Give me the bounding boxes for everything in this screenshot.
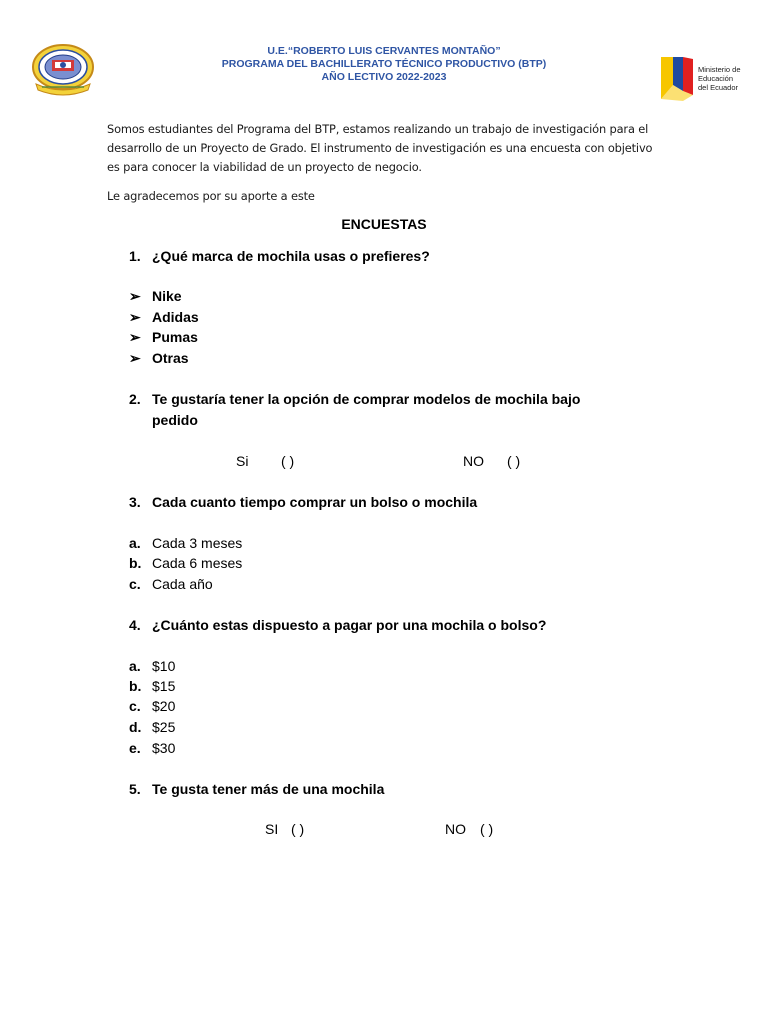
question-text: Cada cuanto tiempo comprar un bolso o mochila (152, 494, 478, 510)
school-crest-icon (30, 40, 96, 98)
option-marker: b. (129, 555, 142, 571)
option-marker: c. (129, 576, 141, 592)
program-name: PROGRAMA DEL BACHILLERATO TÉCNICO PRODUCTIVO (BTP) (221, 58, 547, 70)
yes-checkbox[interactable]: ( ) (291, 821, 305, 837)
arrow-bullet-icon: ➢ (129, 329, 141, 345)
question-3 (0, 492, 768, 513)
option-marker: a. (129, 535, 141, 551)
arrow-bullet-icon: ➢ (129, 350, 141, 366)
intro-line-3: es para conocer la viabilidad de un proyecto de negocio. (107, 160, 422, 174)
question-number: 3. (129, 494, 141, 510)
ministry-line-3: del Ecuador (698, 83, 739, 92)
option-marker: b. (129, 678, 142, 694)
question-text-line-1: Te gustaría tener la opción de comprar modelos de mochila bajo (152, 391, 581, 407)
list-item (0, 533, 768, 554)
option-marker: a. (129, 658, 141, 674)
option-text: Adidas (152, 309, 199, 325)
arrow-bullet-icon: ➢ (129, 288, 141, 304)
question-text: ¿Cuánto estas dispuesto a pagar por una mochila o bolso? (152, 617, 547, 633)
list-item (0, 327, 768, 348)
option-marker: c. (129, 698, 141, 714)
option-text: Cada 3 meses (152, 535, 243, 551)
thanks-text: Le agradecemos por su aporte a este (107, 189, 315, 203)
survey-title: ENCUESTAS (341, 216, 427, 232)
yes-label: Si (236, 453, 249, 469)
list-item (0, 717, 768, 738)
no-checkbox[interactable]: ( ) (480, 821, 494, 837)
option-text: $15 (152, 678, 176, 694)
option-text: $30 (152, 740, 176, 756)
option-marker: e. (129, 740, 141, 756)
option-text: $20 (152, 698, 176, 714)
no-checkbox[interactable]: ( ) (507, 453, 521, 469)
question-number: 1. (129, 248, 141, 264)
school-name: U.E.“ROBERTO LUIS CERVANTES MONTAÑO” (267, 45, 501, 57)
no-label: NO (445, 821, 466, 837)
question-text: Te gusta tener más de una mochila (152, 781, 385, 797)
list-item (0, 307, 768, 328)
option-marker: d. (129, 719, 142, 735)
question-4 (0, 615, 768, 636)
option-text: Pumas (152, 329, 198, 345)
question-text-line-2: pedido (152, 412, 198, 428)
school-year: AÑO LECTIVO 2022-2023 (321, 71, 447, 83)
list-item (0, 696, 768, 717)
option-text: Cada año (152, 576, 213, 592)
list-item (0, 738, 768, 759)
question-1 (0, 246, 768, 267)
option-text: $10 (152, 658, 176, 674)
ministry-line-2: Educación (698, 74, 734, 83)
no-label: NO (463, 453, 484, 469)
question-2 (0, 389, 768, 431)
ministry-line-1: Ministerio de (698, 65, 741, 74)
question-number: 2. (129, 391, 141, 407)
intro-line-1: Somos estudiantes del Programa del BTP, estamos realizando un trabajo de investigación para el (107, 122, 649, 136)
yes-checkbox[interactable]: ( ) (281, 453, 295, 469)
yes-label: SI (265, 821, 279, 837)
ecuador-flag-ribbon-icon (659, 55, 697, 103)
intro-line-2: desarrollo de un Proyecto de Grado. El instrumento de investigación es una encuesta con objetivo (107, 141, 653, 155)
list-item (0, 676, 768, 697)
option-text: Nike (152, 288, 182, 304)
question-5 (0, 779, 768, 800)
option-text: $25 (152, 719, 176, 735)
list-item (0, 574, 768, 595)
list-item (0, 553, 768, 574)
list-item (0, 348, 768, 369)
question-number: 5. (129, 781, 141, 797)
question-number: 4. (129, 617, 141, 633)
option-text: Otras (152, 350, 189, 366)
option-text: Cada 6 meses (152, 555, 243, 571)
list-item (0, 286, 768, 307)
list-item (0, 656, 768, 677)
arrow-bullet-icon: ➢ (129, 309, 141, 325)
question-text: ¿Qué marca de mochila usas o prefieres? (152, 248, 430, 264)
